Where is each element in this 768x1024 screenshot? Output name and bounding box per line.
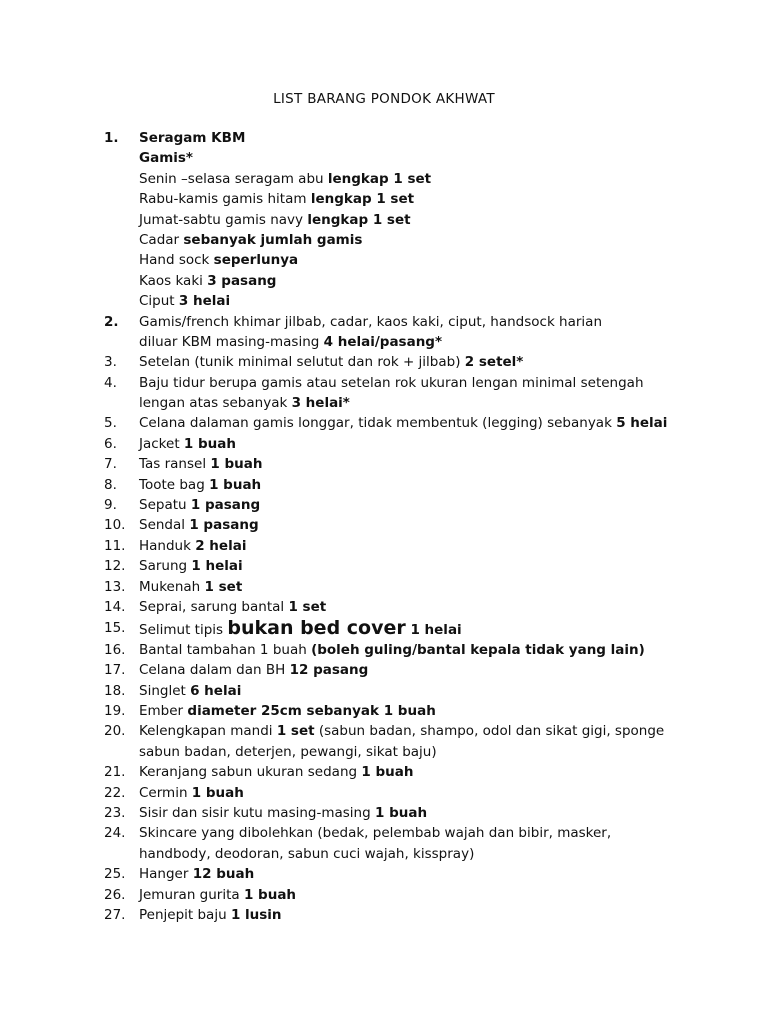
quantity-text: 1 helai: [405, 622, 462, 639]
description-text: Jemuran gurita: [139, 886, 244, 903]
list-item: [0, 189, 768, 209]
item-text: [139, 515, 259, 535]
item-number: 1.: [104, 130, 119, 146]
list-item: [0, 393, 768, 413]
quantity-text: seperlunya: [213, 252, 299, 269]
list-item: [0, 475, 768, 495]
quantity-text: 12 pasang: [289, 662, 369, 679]
description-text: handbody, deodoran, sabun cuci wajah, kisspray): [139, 845, 475, 862]
list-item: [0, 434, 768, 454]
description-text: Kaos kaki: [139, 272, 208, 289]
list-item: [0, 454, 768, 474]
quantity-text: (boleh guling/bantal kepala tidak yang lain): [311, 641, 645, 658]
description-text: Senin –selasa seragam abu: [139, 170, 328, 187]
item-number: 20.: [104, 723, 126, 740]
description-text: Jacket: [139, 435, 184, 452]
item-text: [139, 905, 282, 925]
item-number: 13.: [104, 578, 126, 595]
quantity-text: 1 lusin: [230, 906, 282, 923]
quantity-text: 1 buah: [209, 476, 262, 493]
list-item: [0, 597, 768, 617]
list-item: [0, 312, 768, 332]
description-text: Hanger: [139, 866, 193, 883]
item-number: 18.: [104, 682, 126, 699]
item-number: 6.: [104, 435, 117, 452]
description-text: Jumat-sabtu gamis navy: [139, 211, 308, 228]
description-text: Bantal tambahan 1 buah: [139, 641, 312, 658]
item-number: 11.: [104, 537, 126, 554]
list-item: [0, 864, 768, 884]
item-number: 27.: [104, 906, 126, 923]
item-text: [139, 762, 413, 782]
quantity-text: 6 helai: [190, 682, 242, 699]
item-text: [139, 128, 245, 148]
description-text: Baju tidur berupa gamis atau setelan rok ukuran lengan minimal setengah: [139, 374, 644, 391]
quantity-text: 1 pasang: [189, 517, 259, 534]
quantity-text: 1 buah: [361, 764, 414, 781]
item-text: [139, 885, 296, 905]
quantity-text: lengkap 1 set: [310, 191, 415, 208]
item-text: [139, 783, 244, 803]
quantity-text: 1 buah: [243, 886, 297, 903]
list-item: [0, 332, 768, 352]
item-number: 7.: [104, 456, 117, 473]
item-text: [139, 210, 411, 230]
description-text: Sisir dan sisir kutu masing-masing: [139, 805, 375, 821]
quantity-text: 1 buah: [374, 805, 428, 821]
item-text: [139, 681, 241, 701]
item-number: 5.: [104, 415, 117, 432]
list-item: [0, 556, 768, 576]
item-text: [139, 189, 414, 209]
item-number: 8.: [104, 476, 117, 493]
description-text: Selimut tipis: [139, 622, 228, 639]
item-text: [139, 250, 298, 270]
description-text: Gamis/french khimar jilbab, cadar, kaos kaki, ciput, handsock harian: [139, 313, 603, 330]
list-item: [0, 352, 768, 372]
list-item: [0, 271, 768, 291]
list-item: [0, 803, 768, 823]
list-item: [0, 660, 768, 680]
list-item: [0, 148, 768, 168]
item-number: 21.: [104, 764, 126, 781]
item-number: 3.: [104, 354, 117, 371]
quantity-text: 1 buah: [183, 435, 236, 452]
item-text: [139, 577, 242, 597]
item-text: [139, 660, 368, 680]
description-text: Sendal: [139, 517, 190, 534]
list-item: [0, 701, 768, 721]
quantity-text: lengkap 1 set: [327, 170, 432, 187]
list-item: [0, 823, 768, 843]
description-text: Ciput: [139, 293, 179, 310]
list-item: [0, 577, 768, 597]
description-text: lengan atas sebanyak: [139, 395, 292, 412]
item-number: 22.: [104, 784, 126, 801]
item-text: [139, 536, 246, 556]
item-number: 12.: [104, 558, 126, 575]
quantity-text: diameter 25cm sebanyak 1 buah: [187, 703, 436, 720]
item-text: [139, 823, 611, 843]
item-text: [139, 312, 602, 332]
item-number: 23.: [104, 805, 126, 821]
item-number: 25.: [104, 866, 126, 883]
item-text: [139, 864, 254, 884]
quantity-text: 3 pasang: [207, 272, 277, 289]
description-text: Celana dalam dan BH: [139, 662, 290, 679]
quantity-text: 1 pasang: [190, 497, 261, 514]
list-item: [0, 681, 768, 701]
description-text: Handuk: [139, 537, 196, 554]
quantity-text: 1 buah: [191, 784, 244, 801]
list-item: [0, 844, 768, 864]
list-item: [0, 640, 768, 660]
page-title: LIST BARANG PONDOK AKHWAT: [273, 91, 495, 107]
list-item: [0, 210, 768, 230]
item-number: 14.: [104, 598, 126, 615]
description-text: Penjepit baju: [139, 906, 231, 923]
item-text: [139, 230, 362, 250]
quantity-text: lengkap 1 set: [307, 211, 411, 228]
item-number: 15.: [104, 620, 126, 637]
list-item: [0, 762, 768, 782]
list-item: [0, 905, 768, 925]
item-number: 9.: [104, 497, 117, 514]
description-text: Celana dalaman gamis longgar, tidak membentuk (legging) sebanyak: [139, 415, 617, 432]
item-text: [139, 617, 462, 642]
item-text: [139, 495, 260, 515]
list-item: [0, 169, 768, 189]
item-text: [139, 742, 437, 762]
item-text: [139, 393, 350, 413]
item-text: [139, 332, 442, 352]
emphasis-text: bukan bed cover: [227, 617, 406, 640]
description-text: Seprai, sarung bantal: [139, 598, 289, 615]
item-number: 2.: [104, 313, 119, 330]
item-text: [139, 169, 431, 189]
list-item: [0, 742, 768, 762]
list-item: [0, 515, 768, 535]
item-text: [139, 434, 236, 454]
list-item: [0, 373, 768, 393]
item-text: [139, 844, 474, 864]
description-text: Skincare yang dibolehkan (bedak, pelembab wajah dan bibir, masker,: [139, 825, 612, 842]
description-text: Singlet: [139, 682, 191, 699]
item-text: [139, 271, 276, 291]
description-text: Sepatu: [139, 497, 191, 514]
description-text: Toote bag: [139, 476, 210, 493]
item-text: [139, 721, 664, 741]
quantity-text: Seragam KBM: [139, 130, 246, 146]
description-text: Mukenah: [139, 578, 205, 595]
item-list: [0, 128, 768, 925]
item-text: [139, 148, 193, 168]
description-text: sabun badan, deterjen, pewangi, sikat baju): [139, 743, 437, 760]
quantity-text: 4 helai/pasang*: [323, 333, 443, 350]
item-text: [139, 475, 261, 495]
item-text: [139, 640, 645, 660]
item-number: 26.: [104, 886, 126, 903]
item-number: 4.: [104, 374, 117, 391]
list-item: [0, 250, 768, 270]
item-number: 10.: [104, 517, 126, 534]
item-text: [139, 701, 436, 721]
quantity-text: 3 helai*: [291, 395, 350, 412]
quantity-text: 1 set: [288, 598, 327, 615]
description-text: Setelan (tunik minimal selutut dan rok + jilbab): [139, 354, 465, 371]
quantity-text: 2 setel*: [464, 354, 524, 371]
item-number: 24.: [104, 825, 126, 842]
item-text: [139, 454, 262, 474]
list-item: [0, 495, 768, 515]
item-number: 17.: [104, 662, 126, 679]
list-item: [0, 413, 768, 433]
description-text: Cermin: [139, 784, 192, 801]
list-item: [0, 230, 768, 250]
description-text: Cadar: [139, 231, 184, 248]
description-text: Keranjang sabun ukuran sedang: [139, 764, 362, 781]
item-text: [139, 803, 427, 823]
list-item: [0, 783, 768, 803]
list-item: [0, 536, 768, 556]
description-text: Tas ransel: [139, 456, 211, 473]
quantity-text: sebanyak jumlah gamis: [183, 231, 363, 248]
item-text: [139, 352, 523, 372]
description-text: diluar KBM masing-masing: [139, 333, 324, 350]
item-text: [139, 291, 230, 311]
item-text: [139, 413, 667, 433]
description-text: Hand sock: [139, 252, 214, 269]
quantity-text: 1 set: [276, 723, 315, 740]
quantity-text: 1 set: [204, 578, 243, 595]
quantity-text: 5 helai: [616, 415, 668, 432]
list-item: [0, 721, 768, 741]
quantity-text: Gamis*: [139, 150, 193, 167]
description-text: Kelengkapan mandi: [139, 723, 277, 740]
description-text: Rabu-kamis gamis hitam: [139, 191, 311, 208]
item-number: 19.: [104, 703, 126, 720]
item-text: [139, 597, 326, 617]
quantity-text: 3 helai: [178, 293, 231, 310]
list-item: [0, 291, 768, 311]
description-text: Sarung: [139, 558, 192, 575]
quantity-text: 1 helai: [191, 558, 243, 575]
quantity-text: 12 buah: [192, 866, 255, 883]
list-item: [0, 617, 768, 640]
item-text: [139, 556, 243, 576]
quantity-text: 2 helai: [195, 537, 247, 554]
list-item: [0, 885, 768, 905]
quantity-text: 1 buah: [210, 456, 263, 473]
item-text: [139, 373, 644, 393]
description-text: (sabun badan, shampo, odol dan sikat gigi, sponge: [314, 723, 665, 740]
description-text: Ember: [139, 703, 188, 720]
item-number: 16.: [104, 641, 126, 658]
list-item: [0, 128, 768, 148]
